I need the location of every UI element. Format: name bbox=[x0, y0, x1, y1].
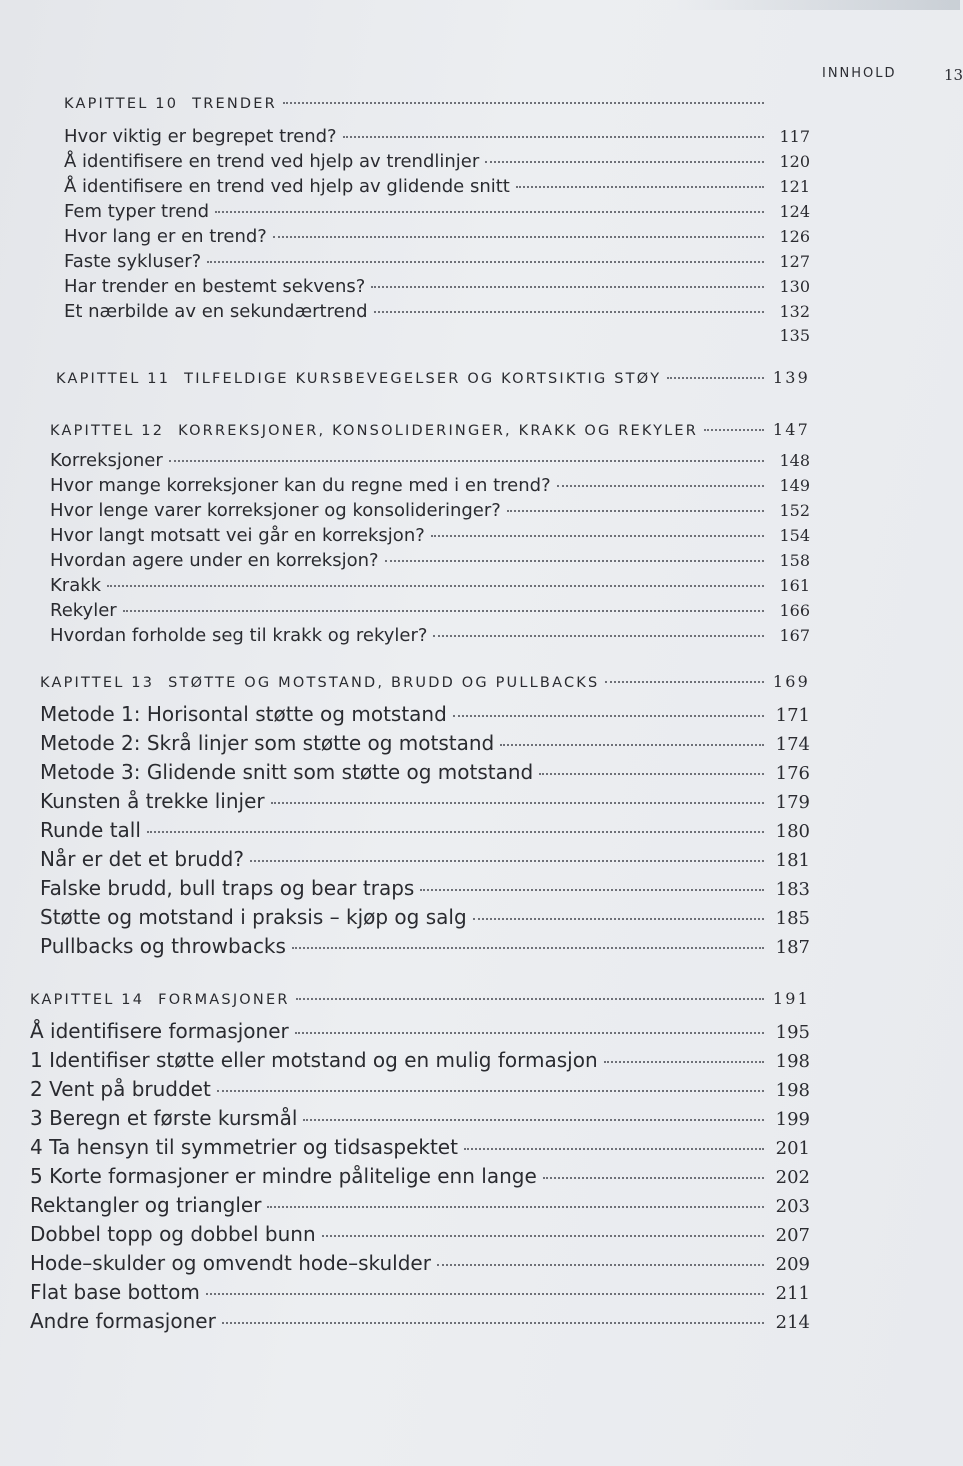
leader-dots bbox=[267, 1206, 764, 1208]
entry-page: 199 bbox=[775, 1109, 810, 1130]
entry-title: Fem typer trend bbox=[64, 201, 210, 222]
entry-page: 132 bbox=[779, 302, 810, 321]
chapter-page: 147 bbox=[772, 420, 810, 439]
entry-page: 124 bbox=[779, 202, 810, 221]
leader-dots bbox=[667, 377, 764, 379]
leader-dots bbox=[543, 1177, 764, 1179]
toc-entry[interactable] bbox=[50, 450, 810, 475]
leader-dots bbox=[147, 831, 764, 833]
toc-entry[interactable] bbox=[40, 847, 810, 876]
entry-title: Hvor mange korreksjoner kan du regne med i en trend? bbox=[50, 475, 551, 496]
leader-dots bbox=[453, 715, 764, 717]
chapter-page: 169 bbox=[772, 672, 810, 691]
toc-entry[interactable] bbox=[30, 1193, 810, 1222]
entry-page: 171 bbox=[775, 705, 810, 726]
leader-dots bbox=[431, 535, 764, 537]
chapter-heading bbox=[64, 96, 810, 126]
chapter-13 bbox=[20, 672, 810, 963]
entry-page: 167 bbox=[779, 626, 810, 645]
chapter-title: STØTTE OG MOTSTAND, BRUDD OG PULLBACKS bbox=[168, 675, 600, 691]
chapter-title: TRENDER bbox=[192, 96, 277, 112]
toc-entry[interactable] bbox=[30, 1280, 810, 1309]
chapter-label: KAPITTEL 12 bbox=[50, 423, 165, 439]
entry-title: Støtte og motstand i praksis – kjøp og salg bbox=[40, 905, 467, 929]
chapter-heading[interactable] bbox=[30, 989, 810, 1019]
entry-page: 179 bbox=[775, 792, 810, 813]
chapter-label: KAPITTEL 11 bbox=[56, 371, 171, 387]
chapter-heading[interactable] bbox=[40, 672, 810, 702]
toc-entry[interactable] bbox=[50, 550, 810, 575]
chapter-label: KAPITTEL 13 bbox=[40, 675, 155, 691]
leader-dots bbox=[385, 560, 764, 562]
entry-title: 4 Ta hensyn til symmetrier og tidsaspektet bbox=[30, 1135, 458, 1159]
entry-title: Metode 3: Glidende snitt som støtte og motstand bbox=[40, 760, 534, 784]
entry-title: Falske brudd, bull traps og bear traps bbox=[40, 876, 415, 900]
entry-title: Har trender en bestemt sekvens? bbox=[64, 276, 366, 297]
leader-dots bbox=[107, 585, 764, 587]
leader-dots bbox=[123, 610, 764, 612]
toc-entry[interactable] bbox=[40, 760, 810, 789]
leader-dots bbox=[207, 261, 764, 263]
toc-entry[interactable] bbox=[40, 818, 810, 847]
chapter-page: 191 bbox=[772, 989, 810, 1008]
entry-title: 5 Korte formasjoner er mindre pålitelige enn lange bbox=[30, 1164, 537, 1188]
entry-title: Et nærbilde av en sekundærtrend bbox=[64, 301, 368, 322]
toc-entry[interactable] bbox=[40, 934, 810, 963]
leader-dots bbox=[433, 635, 764, 637]
entry-title: Å identifisere formasjoner bbox=[30, 1019, 289, 1043]
leader-dots bbox=[217, 1090, 764, 1092]
entry-page: 201 bbox=[775, 1138, 810, 1159]
entry-title: Korreksjoner bbox=[50, 450, 163, 471]
toc-entry[interactable] bbox=[30, 1048, 810, 1077]
chapter-12 bbox=[20, 420, 810, 650]
leader-dots bbox=[704, 429, 764, 431]
running-head: INNHOLD bbox=[822, 66, 897, 81]
entry-page: 176 bbox=[775, 763, 810, 784]
leader-dots bbox=[292, 947, 764, 949]
leader-dots bbox=[206, 1293, 764, 1295]
leader-dots bbox=[437, 1264, 764, 1266]
toc-entry[interactable] bbox=[40, 731, 810, 760]
entry-page: 117 bbox=[779, 127, 810, 146]
entry-title: Hvor lenge varer korreksjoner og konsolideringer? bbox=[50, 500, 501, 521]
leader-dots bbox=[322, 1235, 764, 1237]
entry-title: Andre formasjoner bbox=[30, 1309, 216, 1333]
entry-page: 127 bbox=[779, 252, 810, 271]
entry-title: 2 Vent på bruddet bbox=[30, 1077, 211, 1101]
entry-page: 148 bbox=[779, 451, 810, 470]
entry-page: 121 bbox=[779, 177, 810, 196]
entry-page: 211 bbox=[775, 1283, 810, 1304]
chapter-11 bbox=[20, 368, 810, 398]
leader-dots bbox=[273, 236, 764, 238]
leader-dots bbox=[604, 1061, 764, 1063]
leader-dots bbox=[271, 802, 764, 804]
toc-entry[interactable] bbox=[40, 702, 810, 731]
leader-dots bbox=[295, 1032, 764, 1034]
toc-entry[interactable] bbox=[30, 1135, 810, 1164]
extra-page-number bbox=[64, 326, 810, 350]
leader-dots bbox=[420, 889, 764, 891]
toc-entry[interactable] bbox=[30, 1251, 810, 1280]
entry-title: Hvordan forholde seg til krakk og rekyler? bbox=[50, 625, 428, 646]
entry-title: Når er det et brudd? bbox=[40, 847, 244, 871]
toc-entry[interactable] bbox=[50, 625, 810, 650]
entry-title: Hvordan agere under en korreksjon? bbox=[50, 550, 379, 571]
entry-title: Runde tall bbox=[40, 818, 141, 842]
entry-title: Hvor viktig er begrepet trend? bbox=[64, 126, 337, 147]
leader-dots bbox=[507, 510, 764, 512]
entry-page: 174 bbox=[775, 734, 810, 755]
entry-page: 120 bbox=[779, 152, 810, 171]
entry-title: Hvor lang er en trend? bbox=[64, 226, 267, 247]
leader-dots bbox=[169, 460, 764, 462]
toc-entry[interactable] bbox=[40, 789, 810, 818]
leader-dots bbox=[250, 860, 764, 862]
toc-entry[interactable] bbox=[30, 1106, 810, 1135]
entry-page: 183 bbox=[775, 879, 810, 900]
entry-title: Hode–skulder og omvendt hode–skulder bbox=[30, 1251, 431, 1275]
page-edge bbox=[0, 0, 960, 10]
entry-title: Metode 2: Skrå linjer som støtte og motstand bbox=[40, 731, 495, 755]
entry-title: Kunsten å trekke linjer bbox=[40, 789, 265, 813]
entry-page: 135 bbox=[779, 326, 810, 345]
entry-title: Rektangler og triangler bbox=[30, 1193, 262, 1217]
entry-title: Dobbel topp og dobbel bunn bbox=[30, 1222, 316, 1246]
toc-entry[interactable] bbox=[50, 575, 810, 600]
chapter-label: KAPITTEL 10 bbox=[64, 96, 179, 112]
toc-entry[interactable] bbox=[64, 276, 810, 301]
entry-page: 214 bbox=[775, 1312, 810, 1333]
entry-page: 161 bbox=[779, 576, 810, 595]
toc-entry[interactable] bbox=[64, 176, 810, 201]
entry-title: Å identifisere en trend ved hjelp av trendlinjer bbox=[64, 151, 480, 172]
leader-dots bbox=[500, 744, 764, 746]
entry-page: 202 bbox=[775, 1167, 810, 1188]
leader-dots bbox=[473, 918, 764, 920]
entry-title: Faste sykluser? bbox=[64, 251, 202, 272]
entry-page: 152 bbox=[779, 501, 810, 520]
entry-title: Hvor langt motsatt vei går en korreksjon? bbox=[50, 525, 425, 546]
chapter-label: KAPITTEL 14 bbox=[30, 992, 145, 1008]
leader-dots bbox=[374, 311, 764, 313]
leader-dots bbox=[371, 286, 764, 288]
entry-page: 149 bbox=[779, 476, 810, 495]
toc-entry[interactable] bbox=[64, 301, 810, 326]
leader-dots bbox=[516, 186, 764, 188]
toc-entry[interactable] bbox=[64, 201, 810, 226]
leader-dots bbox=[557, 485, 764, 487]
entry-title: Pullbacks og throwbacks bbox=[40, 934, 286, 958]
chapter-10 bbox=[20, 96, 810, 350]
leader-dots bbox=[343, 136, 764, 138]
entry-page: 198 bbox=[775, 1051, 810, 1072]
chapter-heading[interactable] bbox=[56, 368, 810, 398]
entry-title: Rekyler bbox=[50, 600, 117, 621]
table-of-contents bbox=[20, 96, 810, 1338]
entry-page: 203 bbox=[775, 1196, 810, 1217]
entry-page: 158 bbox=[779, 551, 810, 570]
chapter-heading[interactable] bbox=[50, 420, 810, 450]
chapter-page: 139 bbox=[772, 368, 810, 387]
page-number: 13 bbox=[944, 66, 963, 84]
chapter-14 bbox=[20, 989, 810, 1338]
toc-entry[interactable] bbox=[30, 1077, 810, 1106]
toc-entry[interactable] bbox=[50, 525, 810, 550]
leader-dots bbox=[303, 1119, 764, 1121]
entry-page: 195 bbox=[775, 1022, 810, 1043]
toc-entry[interactable] bbox=[64, 151, 810, 176]
toc-entry[interactable] bbox=[30, 1019, 810, 1048]
entry-page: 180 bbox=[775, 821, 810, 842]
leader-dots bbox=[222, 1322, 764, 1324]
entry-page: 209 bbox=[775, 1254, 810, 1275]
entry-page: 207 bbox=[775, 1225, 810, 1246]
leader-dots bbox=[485, 161, 764, 163]
entry-page: 187 bbox=[775, 937, 810, 958]
leader-dots bbox=[296, 998, 764, 1000]
leader-dots bbox=[464, 1148, 764, 1150]
toc-entry[interactable] bbox=[64, 226, 810, 251]
entry-title: Krakk bbox=[50, 575, 102, 596]
toc-entry[interactable] bbox=[64, 251, 810, 276]
entry-page: 126 bbox=[779, 227, 810, 246]
toc-entry[interactable] bbox=[40, 876, 810, 905]
chapter-title: TILFELDIGE KURSBEVEGELSER OG KORTSIKTIG STØY bbox=[184, 371, 662, 387]
toc-entry[interactable] bbox=[30, 1164, 810, 1193]
leader-dots bbox=[539, 773, 764, 775]
toc-entry[interactable] bbox=[50, 500, 810, 525]
entry-title: Å identifisere en trend ved hjelp av glidende snitt bbox=[64, 176, 510, 197]
entry-title: Metode 1: Horisontal støtte og motstand bbox=[40, 702, 447, 726]
leader-dots bbox=[283, 102, 764, 104]
entry-page: 166 bbox=[779, 601, 810, 620]
chapter-title: KORREKSJONER, KONSOLIDERINGER, KRAKK OG REKYLER bbox=[178, 423, 699, 439]
entry-page: 198 bbox=[775, 1080, 810, 1101]
entry-page: 185 bbox=[775, 908, 810, 929]
entry-title: 3 Beregn et første kursmål bbox=[30, 1106, 298, 1130]
toc-entry[interactable] bbox=[40, 905, 810, 934]
entry-page: 130 bbox=[779, 277, 810, 296]
entry-title: 1 Identifiser støtte eller motstand og en mulig formasjon bbox=[30, 1048, 598, 1072]
leader-dots bbox=[605, 681, 764, 683]
chapter-title: FORMASJONER bbox=[158, 992, 290, 1008]
entry-page: 181 bbox=[775, 850, 810, 871]
entry-title: Flat base bottom bbox=[30, 1280, 200, 1304]
toc-entry[interactable] bbox=[50, 600, 810, 625]
toc-entry[interactable] bbox=[30, 1222, 810, 1251]
toc-entry[interactable] bbox=[64, 126, 810, 151]
leader-dots bbox=[215, 211, 764, 213]
toc-entry[interactable] bbox=[50, 475, 810, 500]
entry-page: 154 bbox=[779, 526, 810, 545]
toc-entry[interactable] bbox=[30, 1309, 810, 1338]
